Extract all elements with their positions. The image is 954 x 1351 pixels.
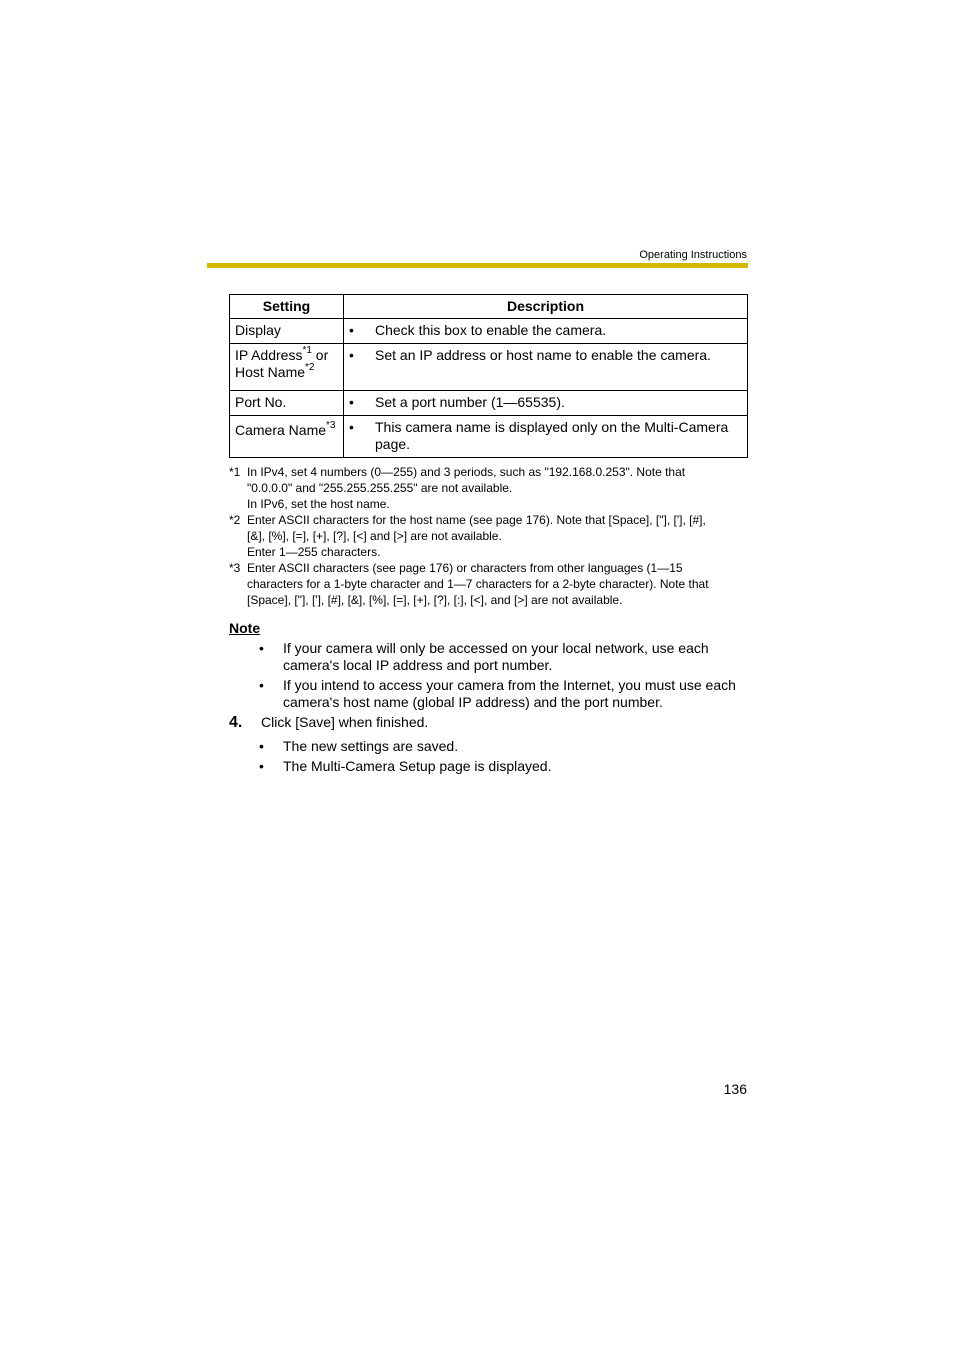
footnote-ref: *3 — [326, 420, 336, 432]
table-row — [230, 344, 748, 391]
bullet: • — [259, 738, 264, 754]
footnote-line: In IPv4, set 4 numbers (0—255) and 3 periods, such as "192.168.0.253". Note that — [247, 465, 686, 479]
running-header: Operating Instructions — [639, 249, 747, 261]
footnote-ref: *2 — [305, 362, 315, 374]
footnote-line: In IPv6, set the host name. — [247, 497, 390, 511]
table-row — [230, 416, 748, 458]
footnote — [229, 464, 749, 512]
table-row — [230, 319, 748, 344]
list-item-text: The Multi-Camera Setup page is displayed. — [283, 758, 552, 774]
footnote-line: "0.0.0.0" and "255.255.255.255" are not available. — [247, 481, 513, 495]
step-text: Click [Save] when finished. — [261, 714, 429, 730]
setting-cell — [230, 344, 344, 391]
footnote-mark: *3 — [229, 561, 241, 575]
list-item — [259, 640, 749, 674]
description-text: Set an IP address or host name to enable the camera. — [375, 347, 711, 363]
setting-text: or — [311, 347, 329, 363]
setting-cell: Display — [230, 319, 344, 344]
footnote — [229, 560, 749, 608]
footnotes — [229, 464, 749, 608]
bullet: • — [259, 758, 264, 774]
setting-text: IP Address — [235, 347, 303, 363]
footnote-line: Enter ASCII characters for the host name (see page 176). Note that [Space], ["], ['], [#], — [247, 513, 706, 527]
settings-table — [229, 294, 748, 458]
bullet: • — [349, 347, 354, 363]
note-list — [259, 640, 749, 711]
setting-text: Host Name — [235, 364, 306, 380]
column-header-description: Description — [344, 295, 748, 319]
list-item-text: If your camera will only be accessed on your local network, use each camera's local IP address and port number. — [283, 640, 709, 673]
list-item — [259, 738, 749, 755]
description-text: This camera name is displayed only on the Multi-Camera page. — [375, 419, 729, 452]
setting-cell: Port No. — [230, 391, 344, 416]
step-number: 4. — [229, 714, 243, 731]
table-row — [230, 391, 748, 416]
bullet: • — [259, 677, 264, 693]
header-rule — [207, 263, 748, 268]
setting-text: Camera Name — [235, 422, 327, 438]
step-result-list — [259, 738, 749, 775]
column-header-setting: Setting — [230, 295, 344, 319]
footnote-line: characters for a 1-byte character and 1—7 characters for a 2-byte character). Note that — [247, 577, 709, 591]
description-text: Check this box to enable the camera. — [375, 322, 607, 338]
table-header-row — [230, 295, 748, 319]
description-cell — [344, 319, 748, 344]
step-4 — [229, 714, 428, 732]
description-text: Set a port number (1—65535). — [375, 394, 565, 410]
bullet: • — [259, 640, 264, 656]
footnote-mark: *2 — [229, 513, 241, 527]
description-cell — [344, 391, 748, 416]
list-item-text: The new settings are saved. — [283, 738, 459, 754]
bullet: • — [349, 394, 354, 410]
description-cell — [344, 416, 748, 458]
list-item — [259, 677, 749, 711]
bullet: • — [349, 322, 354, 338]
page-number: 136 — [723, 1081, 747, 1097]
list-item — [259, 758, 749, 775]
list-item-text: If you intend to access your camera from the Internet, you must use each camera's host name (global IP address) and the port number. — [283, 677, 736, 710]
setting-cell — [230, 416, 344, 458]
note-heading: Note — [229, 620, 261, 636]
bullet: • — [349, 419, 354, 435]
footnote — [229, 512, 749, 560]
footnote-mark: *1 — [229, 465, 241, 479]
footnote-ref: *1 — [302, 345, 312, 357]
footnote-line: Enter ASCII characters (see page 176) or characters from other languages (1—15 — [247, 561, 683, 575]
footnote-line: [Space], ["], ['], [#], [&], [%], [=], [+], [?], [:], [<], and [>] are not available. — [247, 593, 623, 607]
description-cell — [344, 344, 748, 391]
footnote-line: Enter 1—255 characters. — [247, 545, 381, 559]
footnote-line: [&], [%], [=], [+], [?], [<] and [>] are not available. — [247, 529, 502, 543]
